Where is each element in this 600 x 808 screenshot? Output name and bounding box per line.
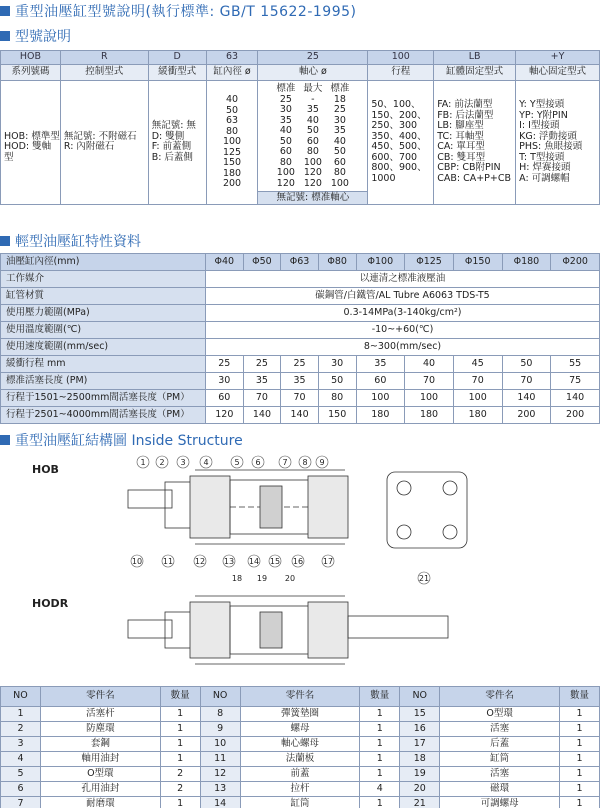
model-options-row	[1, 81, 600, 205]
stroke-options	[368, 81, 434, 205]
bore-header: Φ80	[318, 254, 356, 271]
callouts-bottom	[131, 555, 334, 567]
model-code-table	[0, 50, 600, 205]
part-qty: 1	[160, 797, 200, 808]
section-square-icon	[0, 31, 10, 41]
spec-cell: 70	[243, 390, 281, 407]
spec-cell: 70	[502, 373, 551, 390]
label-cell: 緩衝型式	[148, 65, 206, 81]
spec-row-value: 碳鋼管/白鐵管/AL Tubre A6063 TDS-T5	[206, 288, 600, 305]
part-no: 19	[400, 767, 440, 782]
rod-end-option: YP: Y附PIN	[519, 109, 568, 121]
part-no: 7	[1, 797, 41, 808]
cushion-options	[148, 81, 206, 205]
spec-cell: 200	[502, 407, 551, 424]
rod-standard-val: 30	[279, 104, 292, 115]
part-qty: 4	[360, 782, 400, 797]
spec-cell: 150	[318, 407, 356, 424]
parts-header: 零件名	[240, 687, 360, 707]
rod-standard-val: 80	[279, 156, 292, 168]
mount-option: CA: 單耳型	[437, 141, 485, 153]
label-cell: 控制型式	[60, 65, 148, 81]
spec-row	[1, 288, 600, 305]
part-name: 法蘭板	[240, 752, 360, 767]
callout-16: 16	[292, 557, 304, 566]
hodr-label: HODR	[32, 597, 69, 610]
control-option: R: 內附磁石	[63, 141, 115, 153]
rod-standard-val: 40	[279, 125, 292, 136]
spec-row-value: 以連清之標准液壓油	[206, 271, 600, 288]
spec-cell: 180	[453, 407, 502, 424]
spec-row	[1, 305, 600, 322]
spec-row-label: 缸管材質	[1, 288, 206, 305]
spec-cell: 120	[206, 407, 244, 424]
bore-option: 80	[225, 125, 239, 137]
part-name: 前蓋	[240, 767, 360, 782]
bore-header: Φ180	[502, 254, 551, 271]
callout-15: 15	[269, 557, 281, 566]
part-no: 9	[200, 722, 240, 737]
part-qty: 1	[360, 707, 400, 722]
cushion-option: F: 前蓋側	[151, 141, 192, 153]
label-cell: 軸心固定型式	[516, 65, 600, 81]
part-no: 14	[200, 797, 240, 808]
mount-option: TC: 耳軸型	[437, 130, 484, 142]
code-cell: D	[148, 51, 206, 65]
stroke-option: 450、500、	[371, 141, 427, 153]
part-no: 18	[400, 752, 440, 767]
mount-option: FA: 前法蘭型	[437, 99, 493, 111]
mount-option: CBP: CB附PIN	[437, 162, 501, 174]
series-options	[1, 81, 61, 205]
rod-standard-val: 60	[279, 146, 292, 157]
spec-cell: 180	[405, 407, 454, 424]
spec-cell: 60	[356, 373, 405, 390]
rod-max-val: -	[311, 93, 315, 105]
parts-row	[1, 707, 600, 722]
rod-standard-val: 100	[276, 167, 295, 178]
spec-cell: 140	[551, 390, 600, 407]
part-name: 彈簧墊圈	[240, 707, 360, 722]
callout-6: 6	[255, 458, 261, 467]
rod-std2-val: 18	[333, 93, 346, 105]
spec-row	[1, 271, 600, 288]
part-name: 拉杆	[240, 782, 360, 797]
part-qty: 1	[360, 722, 400, 737]
spec-cell: 40	[405, 356, 454, 373]
spec-cell: 50	[318, 373, 356, 390]
parts-row	[1, 767, 600, 782]
part-qty: 2	[160, 782, 200, 797]
rod-std2-val: 40	[333, 135, 346, 147]
rod-options	[258, 81, 368, 205]
part-qty: 1	[360, 767, 400, 782]
bore-header: Φ125	[405, 254, 454, 271]
section-structure-heading	[0, 430, 243, 450]
rod-standard-title: 標准	[276, 83, 296, 94]
rod-max-val: 120	[303, 167, 322, 178]
callout-17: 17	[322, 557, 334, 566]
spec-header-label: 油壓缸內徑(mm)	[1, 254, 206, 271]
control-options	[60, 81, 148, 205]
rod-standard-val: 50	[279, 135, 292, 147]
part-qty: 1	[559, 722, 599, 737]
rod-standard-val: 120	[276, 177, 295, 189]
spec-row-label: 使用溫度範圍(℃)	[1, 322, 206, 339]
part-qty: 1	[160, 737, 200, 752]
rod-std2-val: 60	[333, 156, 346, 168]
spec-cell: 25	[206, 356, 244, 373]
part-no: 15	[400, 707, 440, 722]
rod-end-option: I: I型接頭	[519, 120, 560, 132]
callout-11: 11	[162, 557, 174, 566]
part-qty: 1	[160, 752, 200, 767]
stroke-option: 800、900、	[371, 162, 427, 174]
part-no: 3	[1, 737, 41, 752]
part-no: 8	[200, 707, 240, 722]
part-name: 缸筒	[240, 797, 360, 808]
parts-table	[0, 686, 600, 808]
control-option: 無記號: 不附磁石	[63, 130, 137, 142]
callouts-mid	[232, 572, 430, 584]
spec-row-label: 標准活塞長度 (PM)	[1, 373, 206, 390]
parts-row	[1, 737, 600, 752]
spec-cell: 35	[281, 373, 319, 390]
spec-row-label: 行程于1501~2500mm間活塞長度（PM）	[1, 390, 206, 407]
rod-end-option: PHS: 魚眼接頭	[519, 141, 583, 153]
rod-std2-val: 30	[333, 114, 346, 126]
stroke-option: 250、300	[371, 120, 418, 132]
rod-std2-val: 100	[330, 177, 349, 189]
spec-row-value: 8~300(mm/sec)	[206, 339, 600, 356]
rod-max-val: 50	[306, 125, 319, 136]
callout-12: 12	[194, 557, 206, 566]
part-name: 防塵環	[40, 722, 160, 737]
rod-max-val: 60	[306, 135, 319, 147]
rod-end-option: Y: Y型接頭	[519, 99, 565, 111]
spec-cell: 100	[453, 390, 502, 407]
spec-row-label: 工作媒介	[1, 271, 206, 288]
part-qty: 1	[559, 707, 599, 722]
parts-header: NO	[200, 687, 240, 707]
hob-label: HOB	[32, 463, 59, 476]
part-qty: 1	[559, 752, 599, 767]
callout-10: 10	[131, 557, 143, 566]
callout-18: 18	[231, 574, 243, 583]
rod-end-option: KG: 浮動接頭	[519, 130, 577, 142]
spec-cell: 180	[356, 407, 405, 424]
part-name: O型環	[40, 767, 160, 782]
spec-cell: 100	[405, 390, 454, 407]
bore-option: 150	[222, 157, 242, 169]
rod-max-val: 35	[306, 104, 319, 115]
spec-cell: 70	[281, 390, 319, 407]
section-model-title: 型號說明	[15, 29, 71, 45]
spec-cell: 140	[243, 407, 281, 424]
spec-cell: 25	[281, 356, 319, 373]
spec-cell: 80	[318, 390, 356, 407]
spec-row-label: 使用壓力範圍(MPa)	[1, 305, 206, 322]
part-name: 耐磨環	[40, 797, 160, 808]
part-no: 13	[200, 782, 240, 797]
callout-1: 1	[140, 458, 146, 467]
part-qty: 1	[360, 797, 400, 808]
rod-max-col	[303, 84, 322, 189]
rod-max-val: 40	[306, 114, 319, 126]
part-name: 活塞	[440, 767, 560, 782]
cushion-option: D: 雙側	[151, 130, 185, 142]
part-qty: 1	[360, 752, 400, 767]
section-spec-title: 輕型油壓缸特性資料	[15, 234, 141, 250]
section-structure-title: 重型油壓缸結構圖 Inside Structure	[15, 433, 243, 449]
stroke-option: 1000	[371, 172, 396, 184]
part-name: 缸筒	[440, 752, 560, 767]
hob-cylinder-drawing	[128, 470, 348, 544]
spec-cell: 30	[206, 373, 244, 390]
code-cell: HOB	[1, 51, 61, 65]
part-name: 軸心螺母	[240, 737, 360, 752]
part-name: 活塞	[440, 722, 560, 737]
bore-header: Φ50	[243, 254, 281, 271]
bore-option: 63	[225, 115, 239, 127]
part-qty: 1	[559, 767, 599, 782]
rod-std2-val: 50	[333, 146, 346, 157]
spec-cell: 60	[206, 390, 244, 407]
parts-row	[1, 752, 600, 767]
spec-row	[1, 390, 600, 407]
parts-header: NO	[400, 687, 440, 707]
parts-row	[1, 722, 600, 737]
part-no: 20	[400, 782, 440, 797]
callout-13: 13	[223, 557, 235, 566]
spec-cell: 35	[243, 373, 281, 390]
spec-row	[1, 339, 600, 356]
parts-header: 數量	[360, 687, 400, 707]
rod-max-val: 120	[303, 177, 322, 189]
part-no: 12	[200, 767, 240, 782]
part-name: 磁環	[440, 782, 560, 797]
spec-row-label: 行程于2501~4000mm間活塞長度（PM）	[1, 407, 206, 424]
callout-2: 2	[159, 458, 165, 467]
rod-end-option: H: 焊赛接頭	[519, 162, 571, 174]
title-square-icon	[0, 6, 10, 16]
part-name: 后蓋	[440, 737, 560, 752]
part-qty: 1	[559, 782, 599, 797]
callout-4: 4	[203, 458, 209, 467]
mount-option: LB: 腳座型	[437, 120, 484, 132]
spec-cell: 55	[551, 356, 600, 373]
part-name: 螺母	[240, 722, 360, 737]
part-no: 1	[1, 707, 41, 722]
rod-max-val: 80	[306, 146, 319, 157]
part-qty: 1	[559, 737, 599, 752]
structure-drawing	[0, 450, 600, 688]
label-cell: 軸心 ø	[258, 65, 368, 81]
stroke-option: 150、200、	[371, 109, 427, 121]
rod-note: 無記號: 標准軸心	[258, 191, 367, 204]
part-name: 活塞杆	[40, 707, 160, 722]
spec-row-label: 緩衝行程 mm	[1, 356, 206, 373]
spec-cell: 50	[502, 356, 551, 373]
label-cell: 系列號碼	[1, 65, 61, 81]
part-no: 11	[200, 752, 240, 767]
bore-header: Φ63	[281, 254, 319, 271]
part-qty: 1	[360, 737, 400, 752]
stroke-option: 350、400、	[371, 130, 427, 142]
bore-header: Φ40	[206, 254, 244, 271]
parts-row	[1, 797, 600, 808]
label-cell: 缸體固定型式	[434, 65, 516, 81]
rod-standard-col	[276, 84, 295, 189]
mount-option: CAB: CA+P+CB	[437, 172, 512, 184]
code-cell: 63	[206, 51, 258, 65]
part-no: 17	[400, 737, 440, 752]
stroke-option: 600、700	[371, 151, 418, 163]
part-qty: 1	[559, 797, 599, 808]
bore-header: Φ200	[551, 254, 600, 271]
rod-std2-col	[330, 84, 349, 189]
section-square-icon	[0, 236, 10, 246]
rod-end-option: A: 可調螺帽	[519, 172, 570, 184]
part-no: 16	[400, 722, 440, 737]
model-label-row	[1, 65, 600, 81]
callout-5: 5	[234, 458, 240, 467]
stroke-option: 50、100、	[371, 99, 421, 111]
parts-header: 零件名	[440, 687, 560, 707]
part-name: 軸用油封	[40, 752, 160, 767]
parts-header: 零件名	[40, 687, 160, 707]
bore-option: 100	[222, 136, 242, 148]
rod-end-option: T: T型接頭	[519, 151, 565, 163]
spec-cell: 70	[405, 373, 454, 390]
section-spec-heading	[0, 231, 141, 251]
spec-cell: 100	[356, 390, 405, 407]
part-no: 21	[400, 797, 440, 808]
rod-std2-val: 25	[333, 104, 346, 115]
callout-3: 3	[180, 458, 186, 467]
rod-standard-val: 35	[279, 114, 292, 126]
spec-row-value: -10~+60(℃)	[206, 322, 600, 339]
part-no: 4	[1, 752, 41, 767]
rod-standard-val: 25	[279, 93, 292, 105]
bore-option: 125	[222, 146, 242, 158]
bore-option: 200	[222, 178, 242, 190]
hodr-cylinder-drawing	[128, 596, 448, 664]
part-no: 6	[1, 782, 41, 797]
part-qty: 2	[160, 767, 200, 782]
callout-9: 9	[319, 458, 325, 467]
part-qty: 1	[160, 722, 200, 737]
spec-cell: 70	[453, 373, 502, 390]
part-name: 套鋼	[40, 737, 160, 752]
spec-table	[0, 253, 600, 424]
spec-row	[1, 356, 600, 373]
spec-cell: 35	[356, 356, 405, 373]
bore-header: Φ100	[356, 254, 405, 271]
hob-end-view	[387, 472, 467, 548]
parts-header: 數量	[559, 687, 599, 707]
parts-header: 數量	[160, 687, 200, 707]
section-square-icon	[0, 435, 10, 445]
cushion-option: 無記號: 無	[151, 120, 196, 132]
callout-20: 20	[284, 574, 296, 583]
part-name: 可調螺母	[440, 797, 560, 808]
spec-cell: 30	[318, 356, 356, 373]
part-no: 5	[1, 767, 41, 782]
spec-cell: 140	[281, 407, 319, 424]
page-title-bar	[0, 0, 600, 22]
part-name: 孔用油封	[40, 782, 160, 797]
spec-row	[1, 407, 600, 424]
part-qty: 1	[160, 707, 200, 722]
bore-option: 40	[225, 94, 239, 106]
rod-std2-val: 80	[333, 167, 346, 178]
rod-end-options	[516, 81, 600, 205]
code-cell: LB	[434, 51, 516, 65]
rod-columns	[258, 81, 367, 189]
series-option: HOD: 雙軸型	[4, 141, 52, 163]
spec-cell: 75	[551, 373, 600, 390]
code-cell: +Y	[516, 51, 600, 65]
part-no: 2	[1, 722, 41, 737]
code-cell: R	[60, 51, 148, 65]
label-cell: 行程	[368, 65, 434, 81]
model-code-row	[1, 51, 600, 65]
mount-option: FB: 后法蘭型	[437, 109, 494, 121]
cushion-option: B: 后蓋側	[151, 151, 193, 163]
callout-19: 19	[256, 574, 268, 583]
callouts-top	[137, 456, 328, 468]
part-no: 10	[200, 737, 240, 752]
spec-header-row	[1, 254, 600, 271]
bore-option: 50	[225, 104, 239, 116]
bore-option: 180	[222, 167, 242, 179]
parts-header-row	[1, 687, 600, 707]
spec-cell: 25	[243, 356, 281, 373]
spec-cell: 200	[551, 407, 600, 424]
bore-header: Φ150	[453, 254, 502, 271]
callout-8: 8	[302, 458, 308, 467]
code-cell: 100	[368, 51, 434, 65]
spec-row	[1, 373, 600, 390]
spec-row-value: 0.3-14MPa(3-140kg/cm²)	[206, 305, 600, 322]
rod-max-title: 最大	[303, 83, 323, 94]
code-cell: 25	[258, 51, 368, 65]
mount-option: CB: 雙耳型	[437, 151, 486, 163]
callout-21: 21	[418, 574, 430, 583]
spec-row	[1, 322, 600, 339]
rod-max-val: 100	[303, 156, 322, 168]
part-name: O型環	[440, 707, 560, 722]
parts-header: NO	[1, 687, 41, 707]
mount-options	[434, 81, 516, 205]
series-option: HOB: 標準型	[4, 130, 60, 142]
callout-7: 7	[282, 458, 288, 467]
rod-std2-val: 35	[333, 125, 346, 136]
spec-cell: 45	[453, 356, 502, 373]
label-cell: 缸內徑 ø	[206, 65, 258, 81]
section-model-heading	[0, 26, 71, 46]
bore-options	[206, 81, 258, 205]
spec-cell: 140	[502, 390, 551, 407]
parts-row	[1, 782, 600, 797]
callout-14: 14	[248, 557, 260, 566]
page-title: 重型油壓缸型號說明(執行標準: GB/T 15622-1995)	[15, 4, 357, 20]
rod-std2-title: 標准	[330, 83, 350, 94]
spec-row-label: 使用速度範圍(mm/sec)	[1, 339, 206, 356]
